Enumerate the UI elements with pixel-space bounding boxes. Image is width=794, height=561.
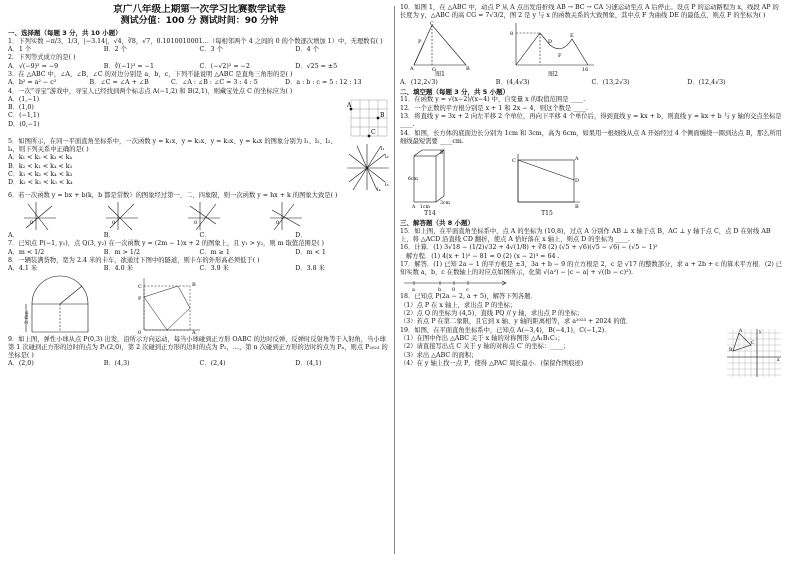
question-3: 3．在 △ABC 中，∠A，∠B，∠C 的对边分别是 a，b，c，下列不能说明 △ABC 是直角三角形的是( ): [8, 70, 293, 78]
value-8-label: 8: [510, 30, 514, 37]
width-3-label: 3cm: [440, 201, 450, 207]
question-6-graphs: [8, 200, 391, 232]
question-6: 6．若一次函数 y = bx + b(k，b 都是常数）的图象经过第一、二、四象限，则一次函数 y = hx + k 的图象大致是( ): [8, 191, 338, 199]
y-axis-label: y: [759, 329, 762, 335]
tunnel-height-label: 2.6m: [24, 310, 30, 324]
question-18: 18．已知点 P(2a − 2, a + 5)，解答下列各题．: [400, 293, 537, 301]
option: B．4.0 米: [103, 265, 133, 273]
point-a-label: A: [575, 156, 579, 163]
point-a-label: A: [739, 328, 743, 334]
question-5: 5．如图所示，在同一平面直角坐标系中，一次函数 y = k₁x、y = k₂x、y = k₃x、y = k₄x 的图象分别为 l₁、l₂、l₃、l₄，则下列关系中正确的是( ): [8, 137, 337, 154]
question-10-options: [400, 79, 783, 87]
exam-title: 京广八年级上期第一次学习比赛数学试卷: [113, 4, 286, 15]
graph-option-d: [268, 200, 304, 232]
origin-label: 0: [194, 220, 198, 227]
question-10-figures: [400, 21, 783, 79]
right-column: [400, 4, 783, 557]
option: D．m < 1: [295, 248, 326, 256]
graph-option-b: [104, 200, 140, 232]
question-16-equations: 解方程．(1) 4(x + 1)² − 81 = 0 (2) (x − 2)³ = 64 .: [406, 252, 560, 260]
question-19-part-1: （1）在图中作出 △ABC 关于 x 轴的对称图形 △A₁B₁C₁；: [400, 334, 564, 342]
question-11: 11．在函数 y = √(x−2)/(x−4) 中，自变量 x 的取值范围是 ____.: [400, 96, 586, 104]
fold-figure: [512, 150, 582, 210]
question-4: 4．一次“寻宝”游戏中，寻宝人已经找到两个标志点 A(−1,2) 和 B(2,1)，则藏宝处点 C 的坐标应为( ): [8, 87, 293, 95]
tunnel-figure: [24, 274, 96, 336]
option: C．(2,4): [199, 360, 226, 368]
question-2-options: [8, 63, 391, 71]
point-b-label: B: [575, 204, 579, 211]
point-a-label: A: [410, 65, 414, 71]
linear-functions-figure: [345, 138, 391, 192]
height-label: 6cm: [408, 177, 418, 183]
question-18-part-1: （1）点 P 在 x 轴上，求出点 P 的坐标；: [400, 301, 517, 309]
question-17: 17．解答．(1) 已知 2a − 1 的平方根是 ±3，3a + b − 9 的立方根是 2，c 是 √17 的整数部分，求 a + 2b + c 的算术平方根．(2) 已知实数 a，b，c 在数轴上的对应点如图所示，化简 √(a²) − |c − a| + √((b − c)²).: [400, 260, 783, 277]
question-7-options: [8, 249, 391, 257]
width-1-label: 1cm: [420, 205, 430, 211]
option: C．3 个: [199, 46, 223, 54]
coordinate-grid-figure: [725, 327, 783, 379]
point-c-mark: c: [466, 287, 469, 294]
point-c-label: C: [751, 340, 755, 346]
point-p-label: P: [418, 38, 422, 45]
question-18-part-3: （3）若点 P 在第二象限，且它到 x 轴、y 轴的距离相等，求 a²⁰²³ + 2024 的值．: [400, 318, 633, 326]
point-a-label: A: [412, 205, 416, 211]
question-4-block: [8, 96, 391, 138]
left-column: [8, 4, 391, 557]
option: C．m ≥ 1: [199, 248, 230, 256]
option: B．∠C = ∠A + ∠B: [89, 79, 149, 87]
line-l3-label: l₃: [385, 181, 389, 188]
option: D．k₂ < k₁ < k₃ < k₄: [8, 179, 73, 187]
point-a-mark: a: [412, 287, 415, 294]
question-1: 1．下列实数 −π/3，1/3，|−3.14|，√4，∛8，√7，0.1010010001…（每相邻两个 4 之间的 0 的个数逐次增加 1）中，无理数有( ): [8, 37, 383, 45]
option: D．√25 = ±5: [295, 62, 338, 70]
option: A．k₁ < k₂ < k₃ < k₄: [8, 154, 73, 162]
figure-1-caption: 图1: [435, 70, 445, 78]
section-3-heading: 三、解答题（共 8 小题）: [400, 219, 475, 228]
question-15: 15．如上图，在平面直角坐标系中，点 A 的坐标为 (10,8)，过点 A 分别作 AB ⊥ x 轴于点 B，AC ⊥ y 轴于点 C，点 D 在射线 AB 上，将 △ACD 沿直线 CD 翻折，使点 A 恰好落在 x 轴上，则点 D 的坐标为 ____.: [400, 227, 771, 243]
option: B．∛(−1)³ = −1: [103, 62, 154, 70]
question-19: 19．如图，在平面直角坐标系中，已知点 A(−3,4)，B(−4,1)，C(−1,2)．: [400, 326, 611, 334]
triangle-figure: [410, 21, 470, 71]
point-e-label: E: [570, 32, 574, 39]
question-19-block: [400, 327, 783, 379]
option: D．(12,4√3): [687, 78, 726, 86]
figure-2: [510, 21, 596, 79]
option: A．(1,−1): [8, 95, 40, 103]
point-b-label: B: [729, 347, 733, 353]
question-19-part-4: （4）在 y 轴上找一点 P，使得 △PAC 周长最小．(保留作图痕迹): [400, 359, 584, 367]
point-a-label: A: [347, 101, 352, 109]
point-b-label: B: [440, 151, 444, 157]
point-a-label: A: [192, 329, 196, 336]
cuboid-figure: [408, 146, 452, 210]
question-8: 8．一辆装满货物，宽为 2.4 米的卡车，欲通过下图中的隧道，则卡车的外形高必须低于( ): [8, 257, 260, 264]
question-16: 16．计算．(1) 3√18 − (1/2)√32 + 4√(1/8) + ∛8 (2) (√5 + √6)(√5 − √6) − (√5 − 1)²: [400, 244, 658, 252]
option: B．: [103, 232, 115, 240]
question-14-15-figures: [400, 146, 783, 218]
option: C．(13,2√3): [591, 78, 630, 86]
t14-caption: T14: [424, 210, 436, 218]
option: A．: [8, 232, 19, 240]
option: A．√(−9)² = −9: [8, 62, 59, 70]
t15-figure: [512, 150, 582, 218]
option: C．(−√2)² = −2: [199, 62, 250, 70]
point-c-label: C: [371, 128, 376, 136]
figure-2-caption: 图2: [548, 70, 558, 78]
line-l2-label: l₂: [385, 153, 389, 160]
graph-option-a: [22, 200, 58, 232]
option: C．: [199, 232, 211, 240]
point-d-label: D: [575, 178, 580, 185]
question-19-part-3: （3）求出 △ABC 的面积；: [400, 351, 478, 359]
option: B．m > 1/2: [103, 248, 141, 256]
question-2: 2．下列等式成立的是( ): [8, 54, 76, 62]
option: A．(2,0): [8, 360, 34, 368]
option: D．3.8 米: [295, 265, 325, 273]
option: B．(4,3): [103, 360, 130, 368]
bouncing-ball-figure: [136, 274, 202, 336]
option: C．k₁ < k₂ < k₄ < k₃: [8, 171, 73, 178]
question-13: 13．将直线 y = 3x + 2 向左平移 2 个单位，再向下平移 4 个单位后，得到直线 y = kx + b，则直线 y = kx + b 与 y 轴的交点坐标是 ____.: [400, 112, 782, 129]
point-d-label: D: [548, 38, 553, 45]
question-8-options: [8, 265, 391, 273]
option: A．b² = a² − c²: [8, 79, 57, 87]
section-1-heading: 一、选择题（每题 3 分，共 10 小题）: [8, 29, 122, 38]
graph-option-c: [186, 200, 222, 232]
point-g-label: G: [432, 66, 436, 71]
origin-label: 0: [276, 220, 280, 227]
option: A．(12,2√3): [400, 78, 438, 86]
option: B．k₂ < k₁ < k₄ < k₃: [8, 162, 73, 170]
option: C．(−1,1): [8, 112, 40, 120]
line-l4-label: l₄: [377, 186, 381, 192]
point-b-label: B: [466, 65, 470, 71]
question-3-options: [8, 79, 391, 87]
question-5-block: [8, 138, 391, 192]
option: A．m < 1/2: [8, 248, 45, 256]
zero-mark: 0: [452, 287, 456, 294]
question-18-part-2: （2）点 Q 的坐标为 (4,5)，直线 PQ // y 轴，求出点 P 的坐标；: [400, 310, 584, 318]
option: C．3.9 米: [199, 265, 229, 273]
option: D．(0,−1): [8, 120, 40, 128]
section-2-heading: 二、填空题（每题 3 分，共 5 小题）: [400, 87, 510, 96]
t15-caption: T15: [541, 210, 553, 218]
origin-label: 0: [112, 220, 116, 227]
question-4-options: [8, 96, 343, 129]
question-12: 12．一个正数的平方根分别是 x + 1 和 2x − 4，则这个数是 ____.: [400, 104, 588, 112]
question-8-9-figures: [8, 274, 391, 336]
option: C．∠A : ∠B : ∠C = 3 : 4 : 5: [170, 79, 258, 87]
value-16-label: 16: [582, 66, 589, 71]
point-b-label: B: [380, 111, 385, 119]
question-10: 10．如图 1，在 △ABC 中，动点 P 从 A 点出发沿折线 AB → BC → CA 匀速运动至点 A 后停止。设点 P 的运动路程为 x，线段 AP 的长度为 y，△ABC 的高 CG = 7√3/2，图 2 是 y 与 x 的函数关系的大致图象，其中点 F 为曲线 DE 的最低点，则点 F 的坐标为( ): [400, 4, 779, 20]
question-9: 9．如上图，弹性小球从点 P(0,3) 出发，沿所示方向运动，每当小球碰到正方形 OABC 的边时反弹，反弹时反射角等于入射角，当小球第 1 次碰到正方形的边时的点为 P₁(2,0)，第 2 次碰到正方形的边时的点为 P₂，…，第 n 次碰到正方形的边时的点为 Pₙ，则点 P₂₀₂₃ 的坐标是( ): [8, 335, 388, 360]
point-c-label: C: [430, 20, 434, 27]
option: D．(4,1): [295, 360, 322, 368]
option: A．1 个: [8, 46, 32, 54]
line-l1-label: l₁: [381, 145, 385, 152]
number-line-figure: [400, 277, 510, 293]
point-b-label: B: [192, 281, 196, 288]
option: B．(1,0): [8, 104, 34, 112]
question-7: 7．已知点 P(−1, y₁)，点 Q(3, y₂) 在一次函数 y = (2m − 1)x + 2 的图象上，且 y₁ > y₂，则 m 取值范围是( ): [8, 240, 325, 248]
point-p-label: P: [138, 295, 142, 302]
origin-label: 0: [138, 329, 142, 336]
point-f-label: F: [558, 52, 562, 59]
column-divider: [394, 6, 395, 554]
point-b-mark: b: [438, 287, 442, 294]
t14-figure: [408, 146, 452, 218]
option: B．2 个: [103, 46, 127, 54]
option: D．a : b : c = 5 : 12 : 13: [285, 79, 362, 87]
origin-label: 0: [30, 220, 34, 227]
point-c-label: C: [138, 283, 142, 290]
option: D．4 个: [295, 46, 319, 54]
function-graph-figure: [510, 21, 596, 71]
x-axis-label: x: [777, 357, 780, 363]
treasure-grid-figure: [347, 96, 391, 138]
question-19-part-2: （2）请直接写出点 C 关于 y 轴的对称点 C′ 的坐标：____；: [400, 343, 570, 351]
exam-subtitle: 测试分值：100 分 测试时间：90 分钟: [120, 16, 279, 27]
point-c-label: C: [512, 158, 516, 165]
question-9-options: [8, 360, 391, 368]
option: A．4.1 米: [8, 265, 38, 273]
figure-1: [410, 21, 470, 79]
question-14: 14．如图，长方体的底面边长分别为 1cm 和 3cm，高为 6cm，如果用一根细线从点 A 开始经过 4 个侧面缠绕一圈到达点 B，那么所用细线最短需要 ____cm.: [400, 129, 782, 145]
option: D．: [295, 232, 307, 240]
option: B．(4,4√3): [495, 78, 530, 86]
